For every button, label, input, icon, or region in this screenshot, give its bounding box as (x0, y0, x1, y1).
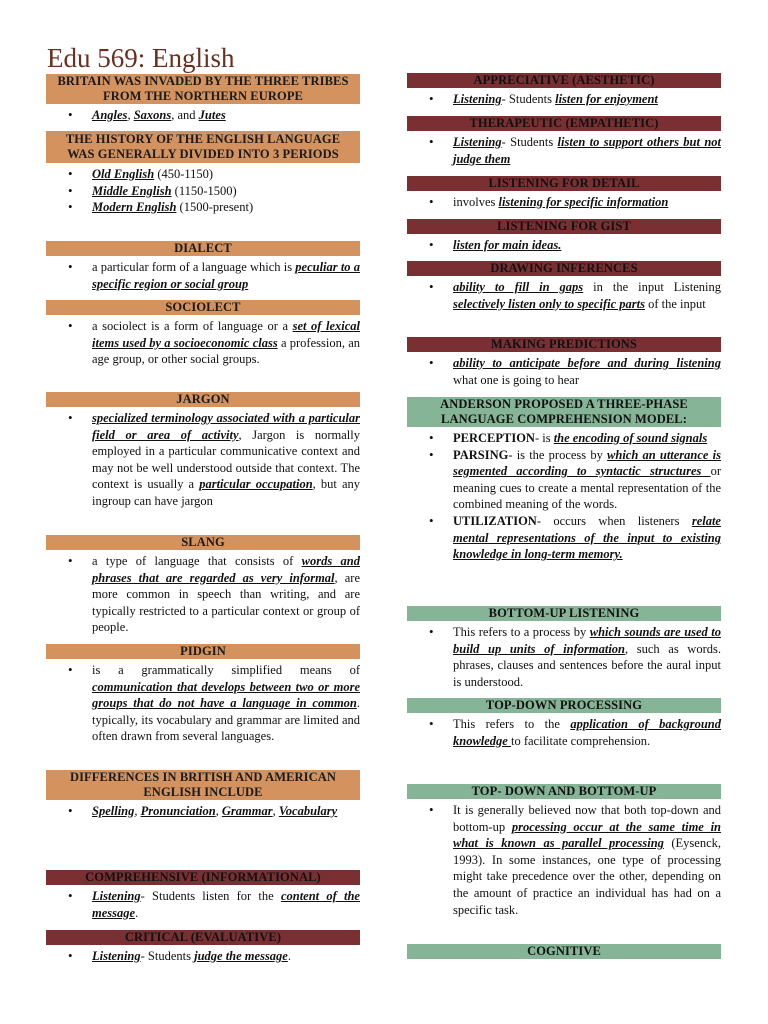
section-comprehensive (46, 870, 360, 921)
list-item: • This refers to the application of background knowledge to facilitate comprehension. (453, 716, 721, 749)
section-appreciative (407, 73, 721, 108)
section-header: BOTTOM-UP LISTENING (407, 606, 721, 621)
list-item: • Listening- Students listen to support others but not judge them (453, 134, 721, 167)
list-item: • This refers to a process by which sounds are used to build up units of information, such as words. phrases, clauses and sentences before the aural input is understood. (453, 624, 721, 690)
list-item: • It is generally believed now that both top-down and bottom-up processing occur at the same time in what is known as parallel processing (Eysenck, 1993). In some instances, one type of processing might take precedence over the other, depending on the amount of practice an individual has had on a specific task. (453, 802, 721, 918)
list-item: • Angles, Saxons, and Jutes (92, 107, 360, 124)
list-item: • involves listening for specific information (453, 194, 721, 211)
list-item: • ability to anticipate before and during listening what one is going to hear (453, 355, 721, 388)
section-britain (46, 74, 360, 124)
list-item: • Listening- Students judge the message. (92, 948, 360, 965)
section-header: COMPREHENSIVE (INFORMATIONAL) (46, 870, 360, 885)
section-header: DIALECT (46, 241, 360, 256)
section-top-down (407, 698, 721, 749)
section-anderson (407, 397, 721, 563)
list-item: • Old English (450-1150) (92, 166, 360, 183)
section-history (46, 131, 360, 216)
section-header: COGNITIVE (407, 944, 721, 959)
list-item: • Modern English (1500-present) (92, 199, 360, 216)
section-header: CRITICAL (EVALUATIVE) (46, 930, 360, 945)
section-therapeutic (407, 116, 721, 167)
section-header: JARGON (46, 392, 360, 407)
list-item: • specialized terminology associated with a particular field or area of activity, Jargon is normally employed in a particular communicative context and may not be well understood outside that context. The context is usually a particular occupation, but any ingroup can have jargon (92, 410, 360, 510)
page-title: Edu 569: English (47, 43, 235, 73)
section-critical (46, 930, 360, 965)
section-header: PIDGIN (46, 644, 360, 659)
section-top-down-bottom-up (407, 784, 721, 918)
section-dialect (46, 241, 360, 292)
section-header: THE HISTORY OF THE ENGLISH LANGUAGE WAS GENERALLY DIVIDED INTO 3 PERIODS (46, 131, 360, 163)
section-header: THERAPEUTIC (EMPATHETIC) (407, 116, 721, 131)
section-inferences (407, 261, 721, 312)
list-item: • Listening- Students listen for the content of the message. (92, 888, 360, 921)
list-item: • a sociolect is a form of language or a set of lexical items used by a socioeconomic class a profession, an age group, or other social groups. (92, 318, 360, 368)
list-item: • listen for main ideas. (453, 237, 721, 254)
section-jargon (46, 392, 360, 510)
list-item: • a type of language that consists of words and phrases that are regarded as very informal, are more common in speech than writing, and are typically restricted to a particular context or group of people. (92, 553, 360, 636)
section-header: TOP- DOWN AND BOTTOM-UP (407, 784, 721, 799)
section-cognitive (407, 944, 721, 959)
section-bottom-up (407, 606, 721, 690)
list-item: • Middle English (1150-1500) (92, 183, 360, 200)
list-item: • a particular form of a language which is peculiar to a specific region or social group (92, 259, 360, 292)
list-item: • Spelling, Pronunciation, Grammar, Vocabulary (92, 803, 360, 820)
section-header: DRAWING INFERENCES (407, 261, 721, 276)
section-header: TOP-DOWN PROCESSING (407, 698, 721, 713)
section-header: DIFFERENCES IN BRITISH AND AMERICAN ENGLISH INCLUDE (46, 770, 360, 800)
section-predictions (407, 337, 721, 388)
section-pidgin (46, 644, 360, 745)
list-item: • UTILIZATION- occurs when listeners relate mental representations of the input to existing knowledge in long-term memory. (453, 513, 721, 563)
section-sociolect (46, 300, 360, 368)
section-header: SLANG (46, 535, 360, 550)
section-detail (407, 176, 721, 211)
section-header: SOCIOLECT (46, 300, 360, 315)
section-gist (407, 219, 721, 254)
list-item: • Listening- Students listen for enjoyment (453, 91, 721, 108)
section-header: ANDERSON PROPOSED A THREE-PHASE LANGUAGE COMPREHENSION MODEL: (407, 397, 721, 427)
list-item: • PARSING- is the process by which an utterance is segmented according to syntactic structures or meaning cues to create a mental representation of the combined meaning of the words. (453, 447, 721, 513)
list-item: • PERCEPTION- is the encoding of sound signals (453, 430, 721, 447)
section-differences (46, 770, 360, 820)
list-item: • ability to fill in gaps in the input Listening selectively listen only to specific parts of the input (453, 279, 721, 312)
section-header: LISTENING FOR GIST (407, 219, 721, 234)
section-header: MAKING PREDICTIONS (407, 337, 721, 352)
section-slang (46, 535, 360, 636)
section-header: BRITAIN WAS INVADED BY THE THREE TRIBES FROM THE NORTHERN EUROPE (46, 74, 360, 104)
list-item: • is a grammatically simplified means of communication that develops between two or more groups that do not have a language in common. typically, its vocabulary and grammar are limited and often drawn from several languages. (92, 662, 360, 745)
section-header: APPRECIATIVE (AESTHETIC) (407, 73, 721, 88)
section-header: LISTENING FOR DETAIL (407, 176, 721, 191)
